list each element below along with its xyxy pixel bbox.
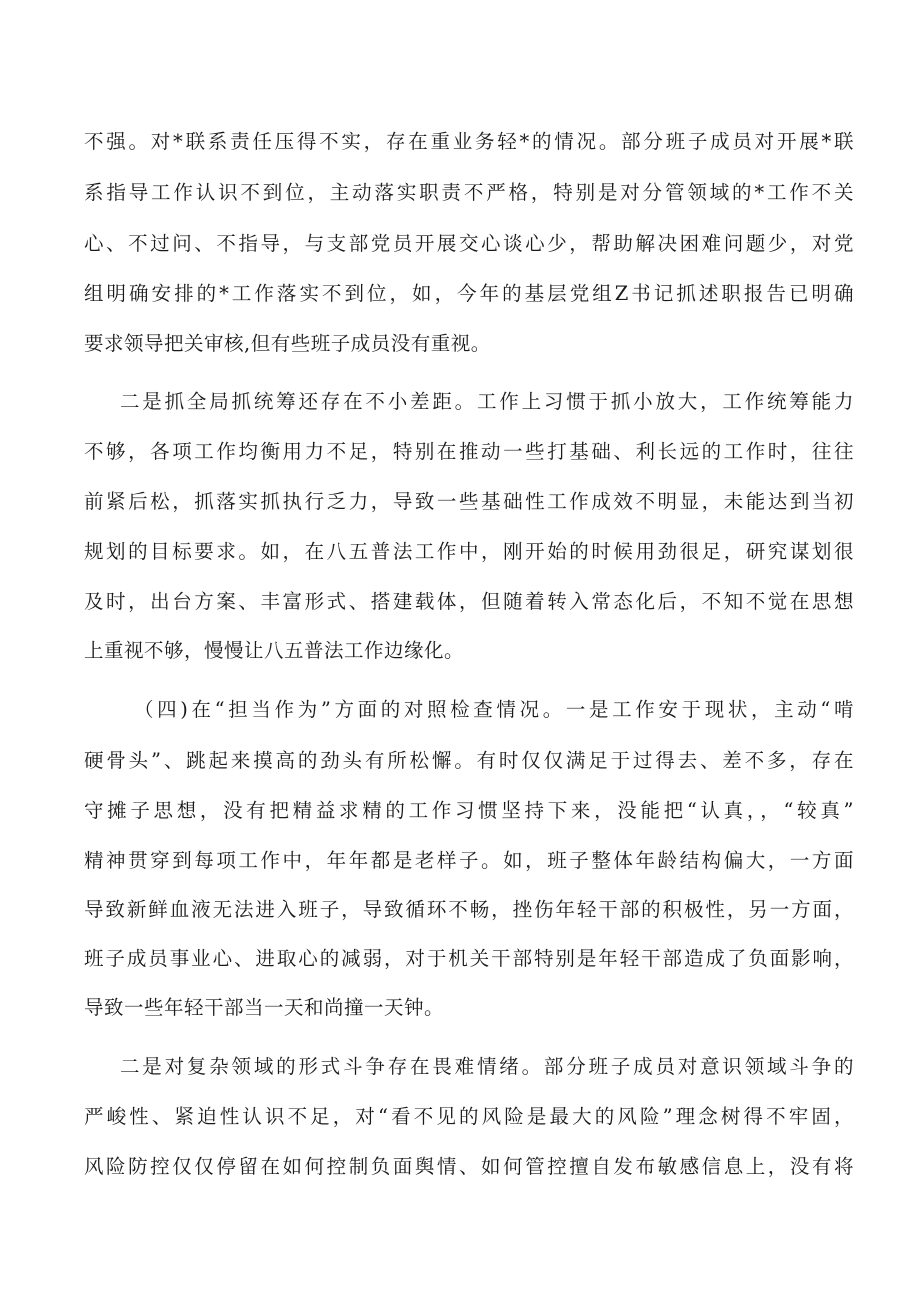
text-line: 班子成员事业心、进取心的减弱，对于机关干部特别是年轻干部造成了负面影响， [84,947,854,970]
text-line: 严峻性、紧迫性认识不足，对“看不见的风险是最大的风险”理念树得不牢固， [84,1105,854,1128]
text-line: 规划的目标要求。如，在八五普法工作中，刚开始的时候用劲很足，研究谋划很 [84,540,854,563]
text-line: 导致一些年轻干部当一天和尚撞一天钟。 [84,996,445,1019]
text-line: 守摊子思想，没有把精益求精的工作习惯坚持下来，没能把“认真，，“较真” [84,799,854,822]
text-line: 不强。对*联系责任压得不实，存在重业务轻*的情况。部分班子成员对开展*联 [84,130,854,153]
text-line: 导致新鲜血液无法进入班子，导致循环不畅，挫伤年轻干部的积极性，另一方面， [84,898,854,921]
text-line: 及时，出台方案、丰富形式、搭建载体，但随着转入常态化后，不知不觉在思想 [84,590,854,613]
text-line: 二是对复杂领域的形式斗争存在畏难情绪。部分班子成员对意识领域斗争的 [120,1055,854,1078]
text-line: 上重视不够，慢慢让八五普法工作边缘化。 [84,639,465,662]
text-line: 精神贯穿到每项工作中，年年都是老样子。如，班子整体年龄结构偏大，一方面 [84,849,854,872]
text-line: 风险防控仅仅停留在如何控制负面舆情、如何管控擅自发布敏感信息上，没有将 [84,1155,854,1178]
text-line: 二是抓全局抓统筹还存在不小差距。工作上习惯于抓小放大，工作统筹能力 [120,390,854,413]
text-line: 组明确安排的*工作落实不到位，如，今年的基层党组Z书记抓述职报告已明确 [84,282,854,305]
text-line: 心、不过问、不指导，与支部党员开展交心谈心少，帮助解决困难问题少，对党 [84,232,854,255]
text-line: 不够，各项工作均衡用力不足，特别在推动一些打基础、利长远的工作时，往往 [84,440,854,463]
text-line: 硬骨头”、跳起来摸高的劲头有所松懈。有时仅仅满足于过得去、差不多，存在 [84,749,854,772]
text-line: 系指导工作认识不到位，主动落实职责不严格，特别是对分管领域的*工作不关 [84,181,854,204]
text-line: 前紧后松，抓落实抓执行乏力，导致一些基础性工作成效不明显，未能达到当初 [84,490,854,513]
text-line: （四)在“担当作为”方面的对照检查情况。一是工作安于现状，主动“啃 [134,698,854,721]
text-line: 要求领导把关审核,但有些班子成员没有重视。 [84,332,491,355]
